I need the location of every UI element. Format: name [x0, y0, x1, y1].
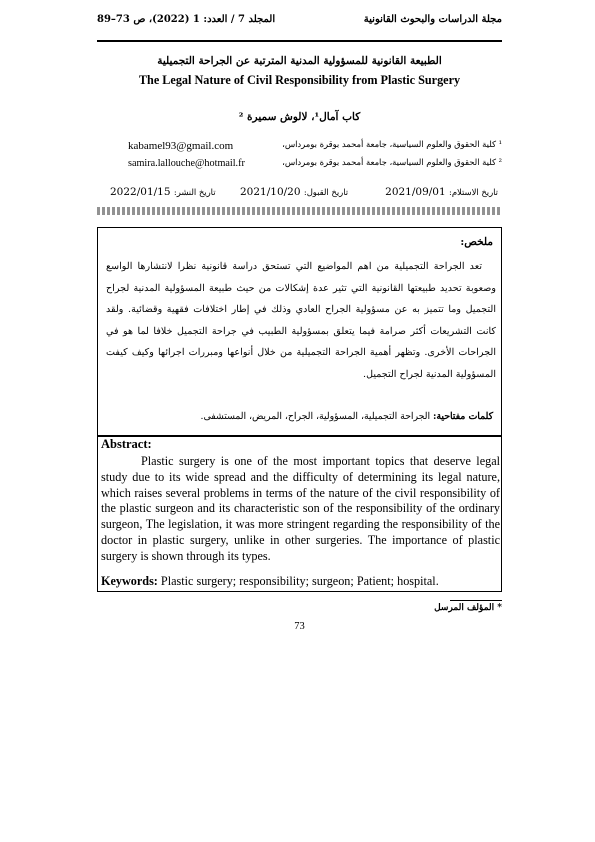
email-2[interactable]: samira.lallouche@hotmail.fr — [128, 158, 245, 169]
footnote-rule — [450, 600, 502, 601]
corresponding-author-footnote: * المؤلف المرسل — [434, 603, 502, 613]
journal-name: مجلة الدراسات والبحوث القانونية — [363, 14, 502, 25]
email-1[interactable]: kabamel93@gmail.com — [128, 140, 234, 152]
abstract-arabic-box — [97, 227, 502, 436]
date-received — [385, 186, 498, 198]
article-title-arabic: الطبيعة القانونية للمسؤولية المدنية المترتبة عن الجراحة التجميلية — [157, 55, 442, 67]
affiliation-2: ² كلية الحقوق والعلوم السياسية، جامعة أمحمد بوقرة بومرداس، — [282, 157, 502, 167]
header-rule — [97, 40, 502, 42]
keywords-arabic — [201, 411, 494, 422]
dates-divider — [97, 207, 502, 215]
abstract-english-box — [97, 436, 502, 592]
authors: كاب آمال¹، لالوش سميرة ² — [238, 111, 361, 123]
abstract-english-heading: Abstract: — [101, 437, 152, 451]
date-published-value: 2022/01/15 — [110, 186, 171, 198]
keywords-english-label: Keywords: — [101, 574, 158, 588]
abstract-arabic-text: تعد الجراحة التجميلية من اهم المواضيع التي تستحق دراسة قانونية نظرا لانتشارها الواسع وصعوبة تحديد طبيعتها القانونية التي تثير عدة إشكالات من حيث طبيعة المسؤولية المدنية لجراح التجميل وما تتميز به عن مسؤولية الجراح العادي وذلك في إطار اختلافات فقهية وقضائية. ولقد كانت التشريعات أكثر صرامة فيما يتعلق بمسؤولية الطبيب في جراحة التجميل خلافا لما هو في الجراحات الأخرى. وتظهر أهمية الجراحة التجميلية من خلال أنواعها ومبررات اجرائها وكيف كيفت المسؤولية المدنية لجراح التجميل. — [106, 261, 496, 380]
volume-info: المجلد 7 / العدد: 1 (2022)، ص 73–89 — [97, 14, 276, 25]
affiliation-1: ¹ كلية الحقوق والعلوم السياسية، جامعة أمحمد بوقرة بومرداس، — [282, 139, 502, 149]
date-received-label: تاريخ الاستلام: — [449, 187, 498, 197]
keywords-english-values: Plastic surgery; responsibility; surgeon; Patient; hospital. — [157, 574, 439, 588]
date-published — [110, 186, 216, 198]
page-number: 73 — [294, 621, 305, 632]
abstract-english-text: Plastic surgery is one of the most important topics that deserve legal study due to its wide spread and the difficulty of determining its legal nature, which raises several problems in terms of the nature of the civil responsibility of the plastic surgeon and its characteristic son of the responsibility of the ordinary surgeon, The legislation, it was more stringent regarding the responsibility of the doctor in plastic surgery, unlike in other surgeries. The importance of plastic surgery is shown through its types. — [101, 454, 500, 563]
article-title-english: The Legal Nature of Civil Responsibility from Plastic Surgery — [138, 73, 461, 87]
date-accepted — [240, 186, 348, 198]
abstract-arabic-heading: ملخص: — [460, 236, 493, 248]
keywords-arabic-values: الجراحة التجميلية، المسؤولية، الجراح، المريض، المستشفى. — [200, 411, 431, 422]
date-accepted-label: تاريخ القبول: — [303, 187, 349, 197]
date-accepted-value: 2021/10/20 — [240, 186, 301, 198]
date-received-value: 2021/09/01 — [385, 186, 446, 198]
keywords-arabic-label: كلمات مفتاحية: — [433, 411, 493, 422]
journal-header — [97, 14, 502, 44]
article-dates — [110, 186, 498, 202]
keywords-english — [101, 574, 439, 589]
date-published-label: تاريخ النشر: — [173, 187, 216, 197]
